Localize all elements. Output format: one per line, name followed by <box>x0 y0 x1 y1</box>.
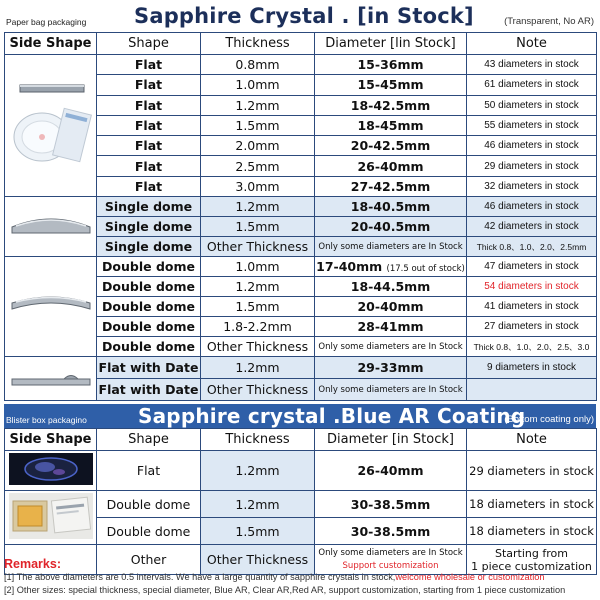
table-row: Single dome 1.2mm 18-40.5mm 46 diameters in stock <box>5 197 597 217</box>
blue-ar-crystal-photo <box>5 451 97 491</box>
remarks-title: Remarks: <box>4 557 61 571</box>
table-row: Flat with Date 1.2mm 29-33mm 9 diameters in stock <box>5 357 597 379</box>
section2-packaging-note: Blister box packagino <box>6 415 87 425</box>
table-row: Double dome Other Thickness Only some diameters are In Stock Thick 0.8、1.0、2.0、2.5、3.0 <box>5 337 597 357</box>
table-header-row <box>5 429 597 451</box>
table-row: Flat 2.5mm 26-40mm 29 diameters in stock <box>5 156 597 176</box>
col-note: Note <box>467 429 597 451</box>
table-row: Flat 1.2mm 18-42.5mm 50 diameters in stock <box>5 95 597 115</box>
table-row: Flat with Date Other Thickness Only some diameters are In Stock <box>5 379 597 401</box>
section1-coating-note: (Transparent, No AR) <box>504 16 594 27</box>
section1-title: Sapphire Crystal . [in Stock] <box>134 4 474 28</box>
flat-crystal-photo <box>5 55 97 197</box>
blister-box-icon <box>7 491 95 541</box>
date-window-icon <box>6 357 96 397</box>
table-header-row <box>5 33 597 55</box>
table-row: Flat 1.2mm 26-40mm 29 diameters in stock <box>5 451 597 491</box>
col-shape: Shape <box>97 429 201 451</box>
table-row: Single dome Other Thickness Only some diameters are In Stock Thick 0.8、1.0、2.0、2.5mm <box>5 237 597 257</box>
table-row: Double dome 1.5mm 20-40mm 41 diameters in stock <box>5 297 597 317</box>
col-thickness: Thickness <box>201 33 315 55</box>
double-dome-profile <box>5 257 97 357</box>
table-row: Double dome 1.5mm 30-38.5mm 18 diameters in stock <box>5 518 597 545</box>
section2-header <box>4 404 596 428</box>
section2-coating-note: (Bottom coating only) <box>504 414 594 425</box>
stock-table <box>4 32 597 401</box>
table-row: Flat 3.0mm 27-42.5mm 32 diameters in stock <box>5 176 597 196</box>
table-row: Single dome 1.5mm 20-40.5mm 42 diameters in stock <box>5 217 597 237</box>
blue-ar-table <box>4 428 597 575</box>
flat-crystal-icon <box>6 55 96 193</box>
single-dome-icon <box>6 197 96 253</box>
section1-header <box>4 2 596 32</box>
col-diameter: Diameter [lin Stock] <box>315 33 467 55</box>
col-note: Note <box>467 33 597 55</box>
col-side-shape: Side Shape <box>5 429 97 451</box>
section2-title: Sapphire crystal .Blue AR Coating <box>138 404 526 428</box>
col-thickness: Thickness <box>201 429 315 451</box>
blister-box-photo <box>5 491 97 545</box>
single-dome-profile <box>5 197 97 257</box>
remarks <box>4 557 596 597</box>
table-row: Other Other Thickness Only some diameters are In Stock Support customization Starting from 1 piece customization <box>5 545 597 575</box>
col-shape: Shape <box>97 33 201 55</box>
table-row: Double dome 1.0mm 17-40mm (17.5 out of stock) 47 diameters in stock <box>5 257 597 277</box>
remark-2: [2] Other sizes: special thickness, special diameter, Blue AR, Clear AR,Red AR, support customization, starting from 1 piece customization <box>4 585 566 595</box>
col-diameter: Diameter [in Stock] <box>315 429 467 451</box>
table-row: Double dome 1.2mm 18-44.5mm 54 diameters in stock <box>5 277 597 297</box>
section1-packaging-note: Paper bag packaging <box>6 17 87 27</box>
table-row: Flat 1.5mm 18-45mm 55 diameters in stock <box>5 115 597 135</box>
col-side-shape: Side Shape <box>5 33 97 55</box>
table-row: Flat 1.0mm 15-45mm 61 diameters in stock <box>5 75 597 95</box>
remark-1: [1] The above diameters are 0.5 intervals. We have a large quantity of sapphire crystals in stock,welcome wholesale or customization <box>4 572 545 582</box>
table-row: Flat 0.8mm 15-36mm 43 diameters in stock <box>5 55 597 75</box>
table-row: Double dome 1.8-2.2mm 28-41mm 27 diameters in stock <box>5 317 597 337</box>
date-window-profile <box>5 357 97 401</box>
table-row: Double dome 1.2mm 30-38.5mm 18 diameters in stock <box>5 491 597 518</box>
blue-ar-crystal-icon <box>7 451 95 487</box>
table-row: Flat 2.0mm 20-42.5mm 46 diameters in stock <box>5 136 597 156</box>
double-dome-icon <box>6 257 96 353</box>
